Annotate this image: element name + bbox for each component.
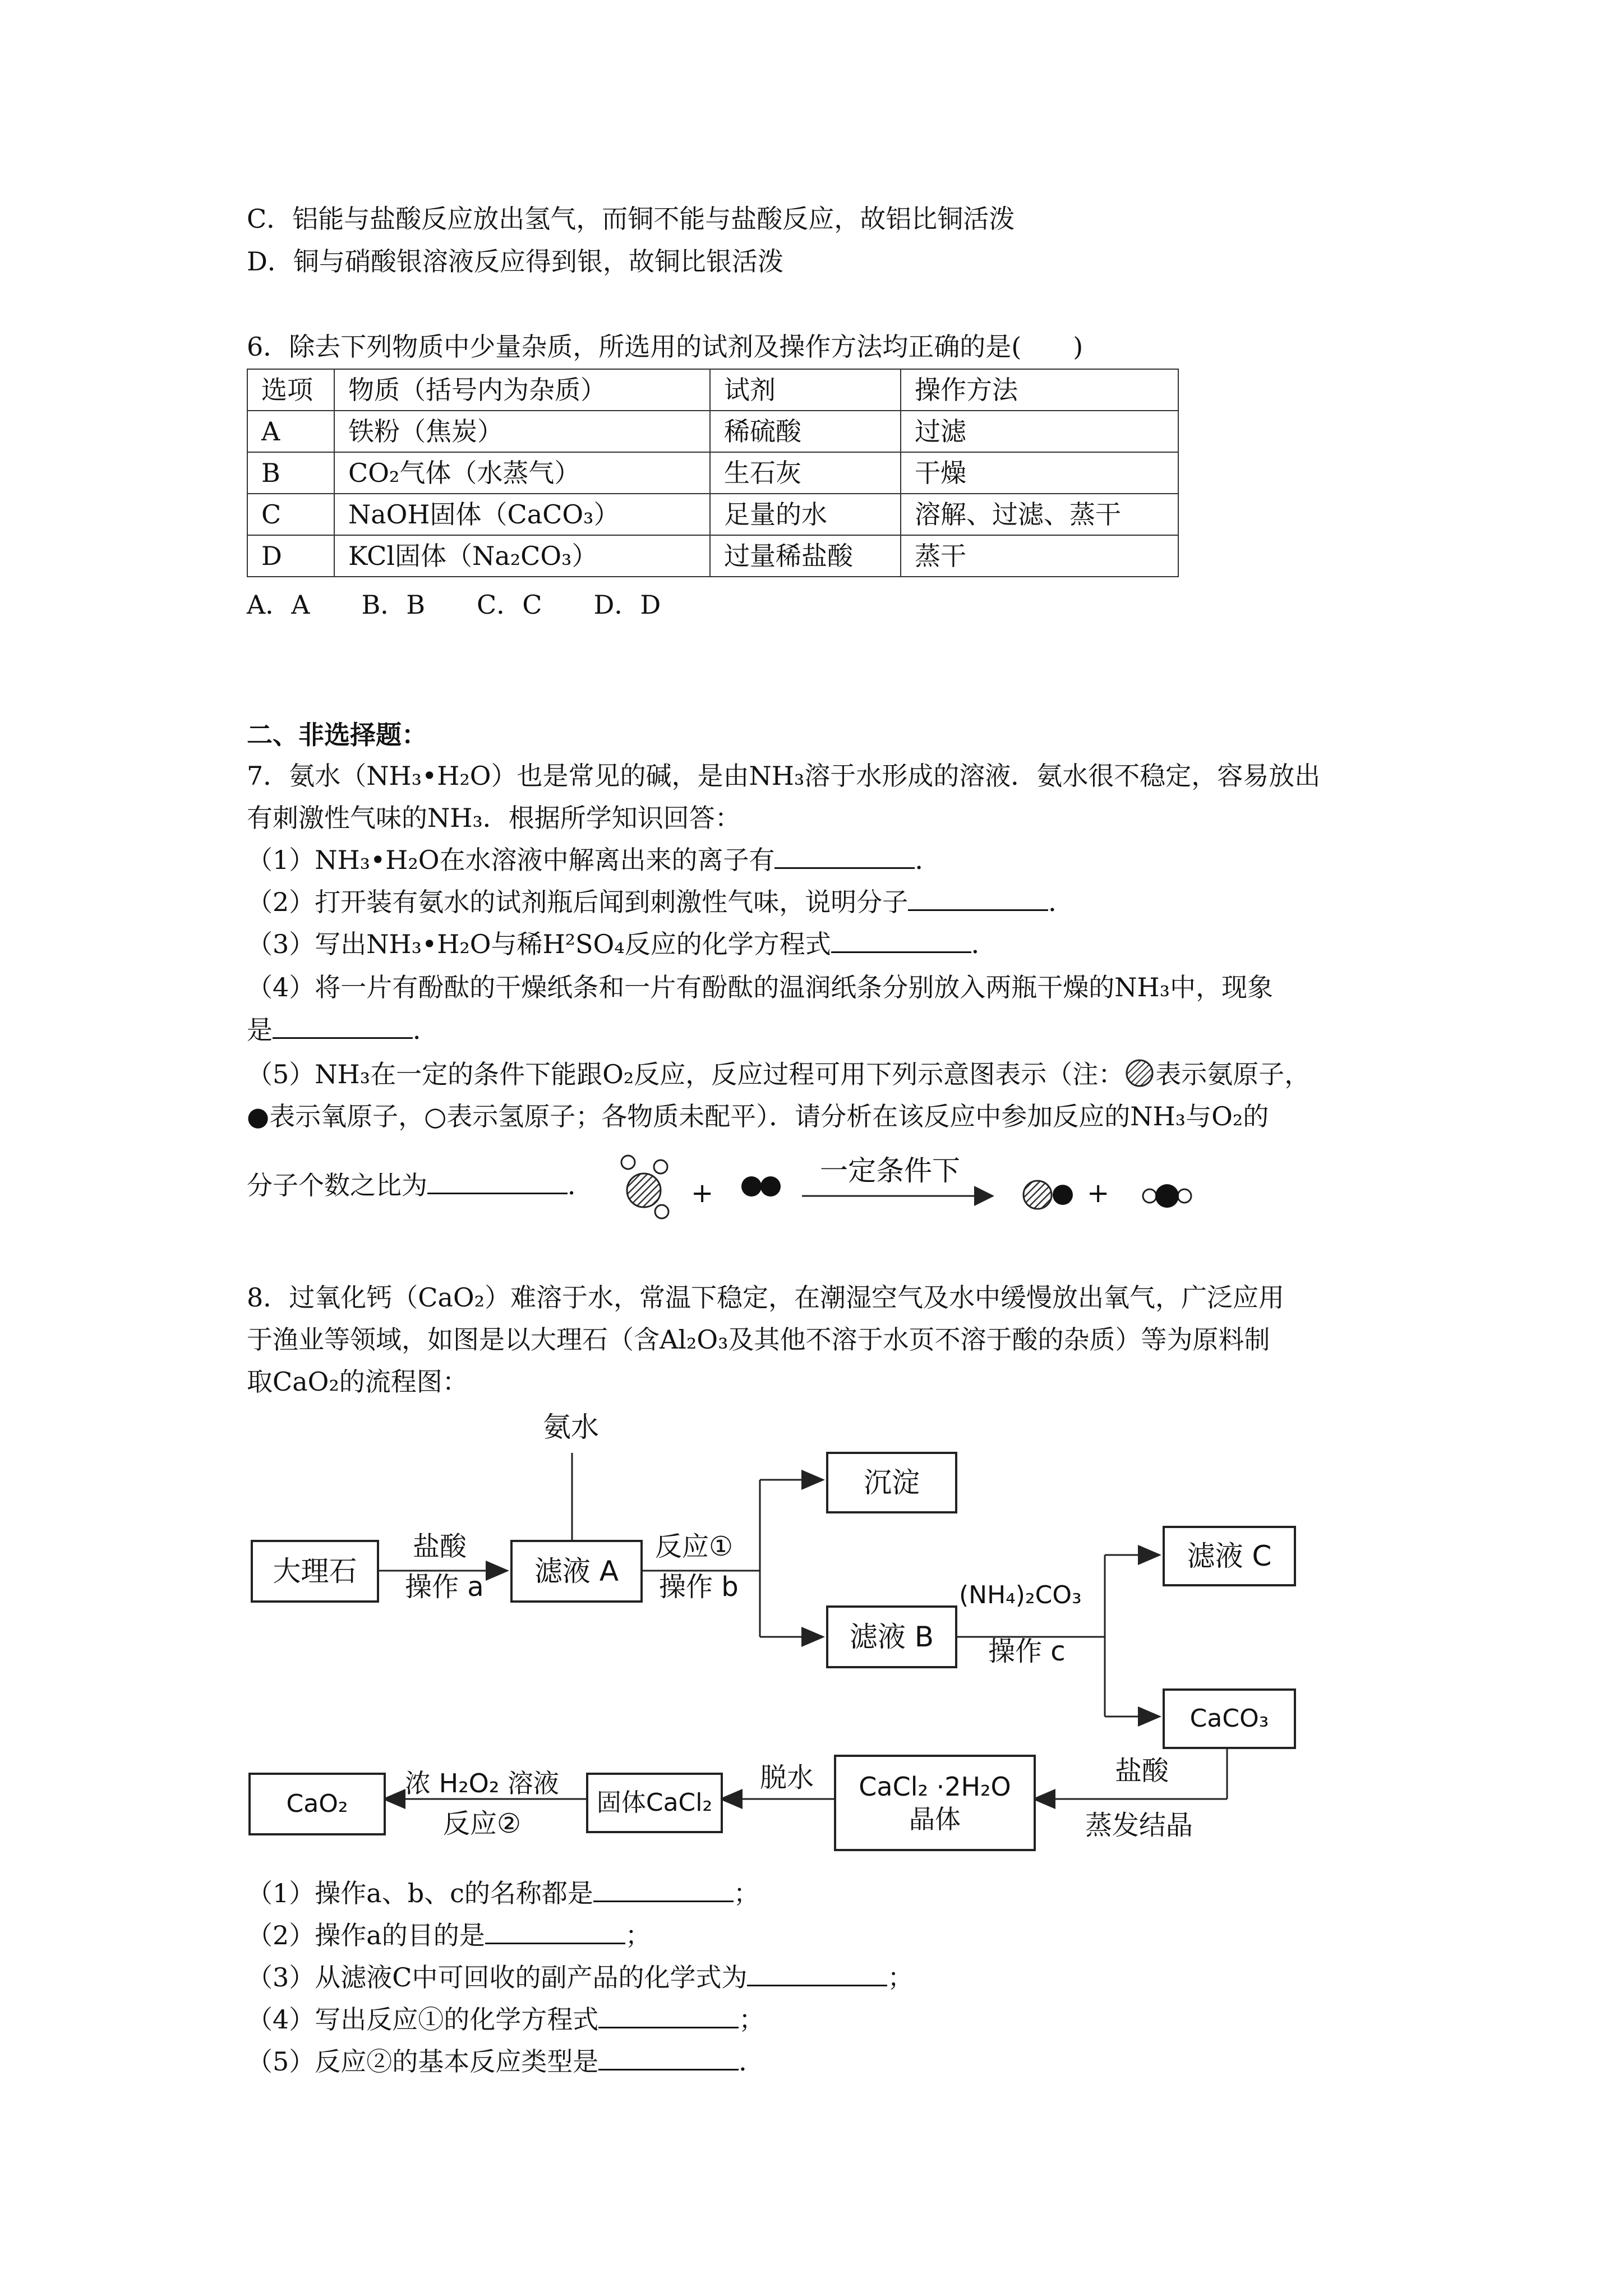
table-header-cell: 选项 (247, 369, 334, 411)
table-cell: 稀硫酸 (710, 411, 901, 452)
part-text: （3）从滤液C中可回收的副产品的化学式为 (247, 1962, 748, 1993)
question-7-part-4-cont (247, 1014, 439, 1046)
part-text: （5）反应②的基本反应类型是 (247, 2046, 599, 2077)
question-8-stem-3: 取CaO₂的流程图： (247, 1366, 468, 1397)
plus-sign: + (1087, 1177, 1110, 1209)
table-cell: 溶解、过滤、蒸干 (901, 494, 1178, 535)
table-header-cell: 操作方法 (901, 369, 1178, 411)
table-cell: 足量的水 (710, 494, 901, 535)
table-cell: 铁粉（焦炭） (334, 411, 710, 452)
table-cell: 蒸干 (901, 535, 1178, 577)
punctuation: ； (733, 1878, 759, 1908)
question-7-part-2 (247, 886, 1074, 918)
operation-b-label: 操作 b (659, 1571, 739, 1603)
crystal-box (834, 1755, 1036, 1851)
table-cell: 生石灰 (710, 452, 901, 494)
part-text: 分子个数之比为 (247, 1170, 427, 1200)
table-cell: KCl固体（Na₂CO₃） (334, 535, 710, 577)
question-8-part-3 (247, 1962, 913, 1993)
cao2-box: CaO₂ (248, 1773, 386, 1835)
question-7-part-5 (247, 1057, 1310, 1090)
crystal-word: 晶体 (909, 1804, 961, 1834)
ammonium-carbonate-label: (NH₄)₂CO₃ (959, 1581, 1082, 1609)
part-text: （3）写出NH₃•H₂O与稀H²SO₄反应的化学方程式 (247, 929, 831, 959)
part-text: （2）操作a的目的是 (247, 1920, 485, 1950)
operation-c-label: 操作 c (988, 1636, 1066, 1667)
table-cell: D (247, 535, 334, 577)
question-7-part-5-answer (247, 1170, 593, 1201)
nitrogen-atom-icon (1124, 1057, 1155, 1089)
precipitate-box: 沉淀 (826, 1452, 957, 1513)
question-8-part-4 (247, 2004, 764, 2035)
question-8-part-5 (247, 2046, 764, 2077)
punctuation: ； (625, 1920, 651, 1950)
operation-a-label: 操作 a (405, 1571, 484, 1603)
evaporation-label: 蒸发结晶 (1085, 1810, 1193, 1841)
question-8-part-1 (247, 1878, 759, 1909)
h2o2-label: 浓 H₂O₂ 溶液 (405, 1768, 559, 1798)
question-8-stem-2: 于渔业等领域，如图是以大理石（含Al₂O₃及其他不溶于水页不溶于酸的杂质）等为原料制 (247, 1324, 1270, 1355)
part-text: （1）操作a、b、c的名称都是 (247, 1878, 593, 1908)
calcium-carbonate-box: CaCO₃ (1163, 1688, 1296, 1749)
punctuation: ． (1048, 887, 1075, 917)
answer-blank[interactable] (831, 929, 971, 953)
question-8-stem-1: 8．过氧化钙（CaO₂）难溶于水，常温下稳定，在潮湿空气及水中缓慢放出氧气，广泛应用 (247, 1282, 1285, 1313)
nitric-oxide-molecule-icon (1023, 1181, 1073, 1209)
table-row (247, 494, 1178, 535)
table-row (247, 535, 1178, 577)
answer-blank[interactable] (598, 2004, 739, 2028)
dehydrate-label: 脱水 (760, 1762, 814, 1793)
part-text: 是 (247, 1015, 273, 1045)
filtrate-a-box: 滤液 A (510, 1540, 643, 1603)
answer-blank[interactable] (747, 1962, 887, 1986)
table-header-cell: 物质（括号内为杂质） (334, 369, 710, 411)
table-header-row (247, 369, 1178, 411)
part-text: （1）NH₃•H₂O在水溶液中解离出来的离子有 (247, 845, 775, 875)
ammonia-label: 氨水 (543, 1411, 599, 1443)
plus-sign: + (691, 1177, 714, 1209)
answer-blank[interactable] (598, 2046, 739, 2070)
part-text: （4）写出反应①的化学方程式 (247, 2004, 599, 2035)
table-row (247, 452, 1178, 494)
punctuation: ． (915, 845, 941, 875)
punctuation: ； (887, 1962, 914, 1993)
ammonia-molecule-icon (621, 1156, 668, 1218)
answer-blank[interactable] (485, 1920, 625, 1944)
option-d-line: D．铜与硝酸银溶液反应得到银，故铜比银活泼 (247, 246, 783, 277)
question-7-part-5-cont: ●表示氧原子，○表示氢原子；各物质未配平）．请分析在该反应中参加反应的NH₃与O₂的 (247, 1101, 1269, 1131)
question-8-part-2 (247, 1920, 651, 1951)
part-text: （2）打开装有氨水的试剂瓶后闻到刺激性气味，说明分子 (247, 887, 909, 917)
question-7-stem-2: 有刺激性气味的NH₃．根据所学知识回答： (247, 803, 741, 833)
answer-blank[interactable] (774, 845, 915, 869)
punctuation: ． (413, 1015, 439, 1045)
table-cell: C (247, 494, 334, 535)
table-cell: 干燥 (901, 452, 1178, 494)
part-text: 表示氨原子， (1155, 1059, 1311, 1089)
options-table (247, 369, 1179, 577)
table-cell: 过量稀盐酸 (710, 535, 901, 577)
marble-box: 大理石 (251, 1540, 379, 1603)
table-cell: 过滤 (901, 411, 1178, 452)
part-text: （5）NH₃在一定的条件下能跟O₂反应，反应过程可用下列示意图表示（注： (247, 1059, 1124, 1089)
filtrate-b-box: 滤液 B (826, 1605, 957, 1668)
table-cell: A (247, 411, 334, 452)
punctuation: ． (568, 1170, 593, 1200)
question-7-part-1 (247, 844, 940, 876)
reaction-condition: 一定条件下 (820, 1154, 960, 1187)
solid-cacl2-box: 固体CaCl₂ (586, 1773, 723, 1833)
table-row (247, 411, 1178, 452)
question-7-part-4: （4）将一片有酚酞的干燥纸条和一片有酚酞的温润纸条分别放入两瓶干燥的NH₃中，现象 (247, 972, 1274, 1002)
reaction-2-label: 反应② (443, 1808, 522, 1839)
hcl-label-2: 盐酸 (1115, 1755, 1169, 1787)
question-7-part-3 (247, 928, 997, 960)
filtrate-c-box: 滤液 C (1163, 1526, 1296, 1586)
reaction-1-label: 反应① (655, 1531, 734, 1562)
answer-blank[interactable] (593, 1878, 734, 1902)
punctuation: ． (971, 929, 997, 959)
question-7-stem-1: 7．氨水（NH₃•H₂O）也是常见的碱，是由NH₃溶于水形成的溶液．氨水很不稳定，容易放出 (247, 761, 1321, 791)
water-molecule-icon (1143, 1184, 1191, 1208)
table-header-cell: 试剂 (710, 369, 901, 411)
crystal-formula: CaCl₂ ·2H₂O (859, 1772, 1011, 1802)
punctuation: ； (739, 2004, 765, 2035)
answer-blank[interactable] (427, 1170, 568, 1194)
oxygen-molecule-icon (741, 1176, 781, 1197)
answer-blank[interactable] (273, 1015, 413, 1039)
question-6: 6．除去下列物质中少量杂质，所选用的试剂及操作方法均正确的是( ) (247, 332, 1083, 362)
answer-blank[interactable] (908, 887, 1048, 911)
table-cell: B (247, 452, 334, 494)
punctuation: ． (739, 2046, 765, 2077)
table-cell: CO₂气体（水蒸气） (334, 452, 710, 494)
section-title: 二、非选择题： (247, 720, 427, 750)
option-c-line: C．铝能与盐酸反应放出氢气，而铜不能与盐酸反应，故铝比铜活泼 (247, 204, 1015, 234)
table-cell: NaOH固体（CaCO₃） (334, 494, 710, 535)
hcl-label: 盐酸 (413, 1531, 467, 1562)
question-6-answers: A．A B．B C．C D．D (247, 590, 661, 620)
